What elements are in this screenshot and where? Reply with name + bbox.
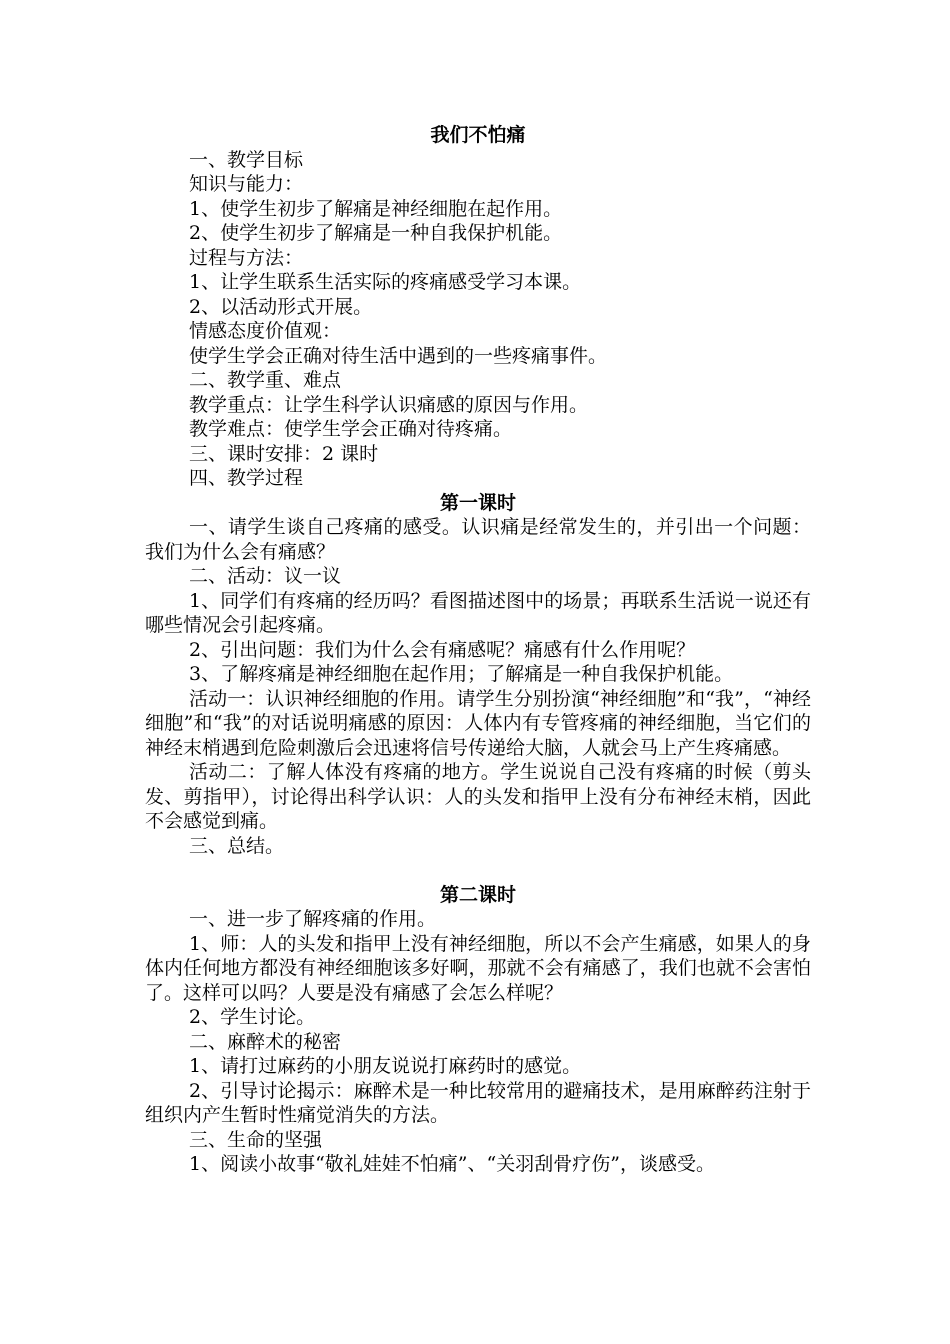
lesson1-heading: 第一课时 <box>439 491 516 514</box>
schedule: 三、课时安排：2 课时 <box>189 442 379 465</box>
knowledge-item-2: 2、使学生初步了解痛是一种自我保护机能。 <box>189 222 563 244</box>
attitude-item-1: 使学生学会正确对待生活中遇到的一些疼痛事件。 <box>189 344 608 367</box>
document-body <box>145 123 811 1177</box>
lesson2-paragraph: 1、师：人的头发和指甲上没有神经细胞，所以不会产生痛感，如果人的身体内任何地方都没有神经细胞该多好啊，那就不会有痛感了，我们也就不会害怕了。这样可以吗？人要是没有痛感了会怎么样呢？ <box>145 932 811 1004</box>
knowledge-label: 知识与能力： <box>189 173 304 195</box>
process-item-2: 2、以活动形式开展。 <box>189 295 373 318</box>
objectives-heading: 一、教学目标 <box>189 148 304 171</box>
lesson1-paragraph: 1、同学们有疼痛的经历吗？看图描述图中的场景；再联系生活说一说还有哪些情况会引起疼痛。 <box>145 589 811 636</box>
lesson2-paragraph: 一、进一步了解疼痛的作用。 <box>189 908 437 930</box>
lesson2-paragraph: 三、生命的坚强 <box>189 1128 323 1151</box>
lesson1-paragraph: 一、请学生谈自己疼痛的感受。认识痛是经常发生的，并引出一个问题：我们为什么会有痛感？ <box>145 516 811 563</box>
blank-line <box>145 858 811 883</box>
lesson2-paragraph: 二、麻醉术的秘密 <box>189 1030 342 1053</box>
lesson1-paragraph: 二、活动：议一议 <box>189 565 342 587</box>
lesson2-paragraph: 1、请打过麻药的小朋友说说打麻药时的感觉。 <box>189 1055 582 1077</box>
lesson2-paragraph: 1、阅读小故事“敬礼娃娃不怕痛”、“关羽刮骨疗伤”，谈感受。 <box>189 1153 715 1175</box>
lesson1-paragraph: 活动二：了解人体没有疼痛的地方。学生说说自己没有疼痛的时候（剪头发、剪指甲），讨论得出科学认识：人的头发和指甲上没有分布神经末梢，因此不会感觉到痛。 <box>145 761 811 832</box>
teaching-difficulty: 教学难点：使学生学会正确对待疼痛。 <box>189 418 513 440</box>
key-points-heading: 二、教学重、难点 <box>189 369 342 391</box>
lesson2-heading: 第二课时 <box>439 883 516 906</box>
attitude-label: 情感态度价值观： <box>189 320 342 342</box>
lesson1-paragraph: 三、总结。 <box>189 834 285 857</box>
lesson1-paragraph: 活动一：认识神经细胞的作用。请学生分别扮演“神经细胞”和“我”，“神经细胞”和“我”的对话说明痛感的原因：人体内有专管疼痛的神经细胞，当它们的神经末梢遇到危险刺激后会迅速将信号传递给大脑，人就会马上产生疼痛感。 <box>145 687 811 759</box>
lesson1-paragraph: 3、了解疼痛是神经细胞在起作用；了解痛是一种自我保护机能。 <box>189 663 734 685</box>
lesson2-paragraph: 2、学生讨论。 <box>189 1006 316 1028</box>
knowledge-item-1: 1、使学生初步了解痛是神经细胞在起作用。 <box>189 197 563 220</box>
document-title: 我们不怕痛 <box>430 124 526 146</box>
teaching-focus: 教学重点：让学生科学认识痛感的原因与作用。 <box>189 393 589 416</box>
lesson2-paragraph: 2、引导讨论揭示：麻醉术是一种比较常用的避痛技术，是用麻醉药注射于组织内产生暂时性痛觉消失的方法。 <box>145 1079 811 1126</box>
process-item-1: 1、让学生联系生活实际的疼痛感受学习本课。 <box>189 271 582 293</box>
process-heading: 四、教学过程 <box>189 467 304 489</box>
process-label: 过程与方法： <box>189 246 304 269</box>
lesson1-paragraph: 2、引出问题：我们为什么会有痛感呢？痛感有什么作用呢？ <box>189 638 696 661</box>
